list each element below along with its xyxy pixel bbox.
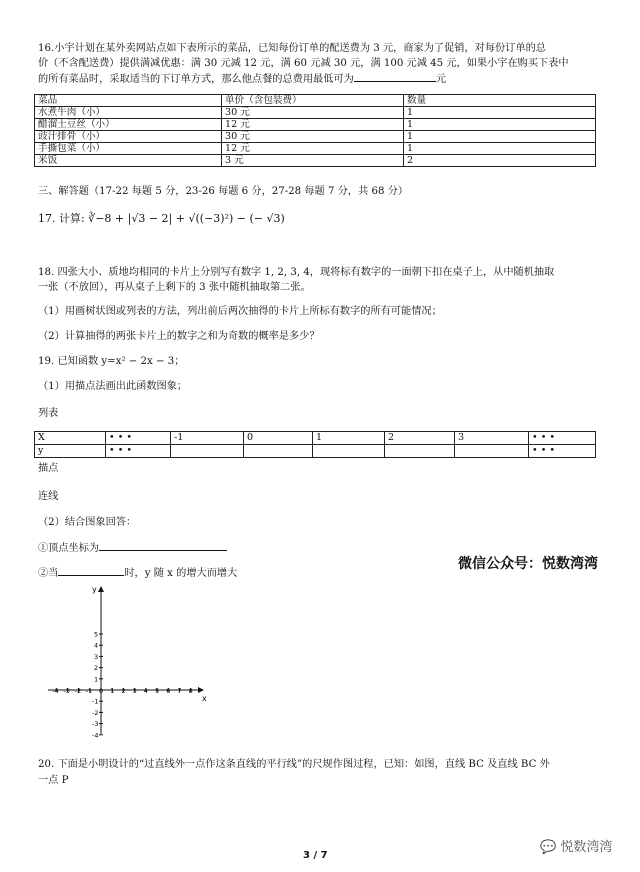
brand-logo (540, 836, 612, 855)
table-cell: 2 (404, 155, 596, 167)
q16-unit: 元 (435, 74, 446, 85)
page-number: 3 / 7 (303, 850, 328, 861)
q18-line-2: 一张（不放回），再从桌子上剩下的 3 张中随机抽取第二张。 (38, 282, 311, 293)
x-tick-label: 4 (143, 687, 148, 695)
table-row (35, 155, 596, 167)
table-row (35, 119, 596, 131)
table-row (35, 131, 596, 143)
table-cell: y (35, 445, 106, 458)
x-tick-label: 7 (177, 687, 182, 695)
q17-expression: ∛−8 + |√3 − 2| + √((−3)²) − (− √3) (88, 212, 285, 225)
table-cell: 12 元 (222, 143, 404, 155)
q17-prefix: 17. 计算: (38, 212, 85, 225)
table-cell[interactable] (313, 445, 385, 458)
table-cell[interactable] (244, 445, 313, 458)
q16-line-3 (38, 71, 446, 86)
table-cell: 醋溜土豆丝（小） (35, 119, 222, 131)
table-cell: 0 (244, 432, 313, 445)
y-tick-label: -2 (92, 708, 99, 717)
connect-label: 连线 (38, 491, 59, 502)
table-row (35, 445, 596, 458)
table-cell: 水煮牛肉（小） (35, 107, 222, 119)
x-tick-label: 1 (110, 687, 115, 695)
x-tick-label: 3 (132, 687, 137, 695)
when-prefix: ②当 (38, 568, 59, 579)
x-tick-label: 5 (155, 687, 160, 695)
q19-sub-1: （1）用描点法画出此函数图象； (38, 381, 188, 392)
table-cell: 30 元 (222, 107, 404, 119)
y-tick-label: 5 (94, 630, 99, 639)
table-cell: 1 (404, 131, 596, 143)
table-cell[interactable] (455, 445, 529, 458)
brand-text: 悦数湾湾 (560, 840, 613, 855)
table-row (35, 432, 596, 445)
x-tick-label: 8 (188, 687, 193, 695)
table-cell: 1 (404, 143, 596, 155)
table-header: 菜品 (35, 95, 222, 107)
table-row (35, 143, 596, 155)
q16-line-2: 价（不含配送费）提供满减优惠：满 30 元减 12 元，满 60 元减 30 元，满 100 元减 45 元，如果小宇在购买下表中 (38, 58, 569, 69)
x-tick-label: 0 (99, 687, 104, 695)
y-tick-label: -3 (92, 720, 99, 729)
q19-vertex-line (38, 540, 227, 555)
q20-line-2: 一点 P (38, 775, 69, 786)
watermark: 微信公众号：悦数湾湾 (458, 556, 598, 572)
x-tick-label: 6 (166, 687, 171, 695)
vertex-answer-blank[interactable] (99, 540, 227, 551)
table-cell: 米饭 (35, 155, 222, 167)
y-axis-arrow (98, 586, 104, 592)
x-tick-label: -2 (74, 687, 82, 695)
y-tick-label: 2 (94, 664, 99, 673)
table-cell: 30 元 (222, 131, 404, 143)
x-tick-label: 2 (121, 687, 126, 695)
q18-sub-2: （2）计算抽得的两张卡片上的数字之和为奇数的概率是多少？ (38, 331, 320, 342)
table-cell: • • • (106, 445, 171, 458)
list-label: 列表 (38, 408, 59, 419)
q16-line-1: 16.小宇计划在某外卖网站点如下表所示的菜品，已知每份订单的配送费为 3 元，商家为了促销，对每份订单的总 (38, 43, 546, 54)
q16-line-3-text: 的所有菜品时，采取适当的下订单方式，那么他点餐的总费用最低可为 (38, 74, 354, 85)
q18-sub-1: （1）用画树状图或列表的方法，列出前后两次抽得的卡片上所标有数字的所有可能情况； (38, 306, 442, 317)
table-cell: • • • (106, 432, 171, 445)
table-header: 单价（含包装费） (222, 95, 404, 107)
table-cell: 2 (385, 432, 455, 445)
table-cell: 1 (313, 432, 385, 445)
q18-line-1: 18. 四张大小、质地均相同的卡片上分别写有数字 1, 2, 3, 4，现将标有数字的一面朝下扣在桌子上，从中随机抽取 (38, 267, 555, 278)
table-cell[interactable] (171, 445, 244, 458)
q19-increase-line (38, 565, 237, 580)
x-tick-label: -3 (63, 687, 70, 695)
y-tick-label: 4 (94, 641, 99, 650)
when-suffix: 时，y 随 x 的增大而增大 (124, 568, 238, 579)
q20-line-1: 20. 下面是小明设计的“过直线外一点作这条直线的平行线”的尺规作图过程，已知：如图，直线 BC 及直线 BC 外 (38, 759, 550, 770)
q19-sub-2: （2）结合图象回答： (38, 517, 137, 528)
range-answer-blank[interactable] (58, 565, 124, 576)
table-cell: • • • (529, 432, 596, 445)
y-axis-label: y (92, 585, 97, 594)
y-tick-label: -1 (92, 697, 99, 706)
plot-label: 描点 (38, 463, 59, 474)
table-cell: X (35, 432, 106, 445)
table-cell: 12 元 (222, 119, 404, 131)
table-cell: 1 (404, 107, 596, 119)
chat-icon: 💬 (540, 840, 557, 855)
x-tick-label: -1 (85, 687, 93, 695)
table-cell: -1 (171, 432, 244, 445)
table-cell[interactable] (385, 445, 455, 458)
table-cell: 豉汁排骨（小） (35, 131, 222, 143)
section-heading: 三、解答题（17-22 每题 5 分，23-26 每题 6 分，27-28 每题 7 分，共 68 分） (38, 186, 409, 197)
answer-blank[interactable] (354, 71, 436, 82)
x-ticks (52, 687, 193, 695)
table-header-row (35, 95, 596, 107)
table-cell: 手撕包菜（小） (35, 143, 222, 155)
table-row (35, 107, 596, 119)
x-axis-label: x (202, 694, 207, 703)
y-tick-label: 3 (94, 652, 99, 661)
q17-line (38, 212, 285, 225)
table-cell: 3 (455, 432, 529, 445)
x-axis-arrow (198, 687, 204, 693)
table-header: 数量 (404, 95, 596, 107)
q19-stem: 19. 已知函数 y=x² − 2x − 3； (38, 356, 185, 367)
table-cell: • • • (529, 445, 596, 458)
table-cell: 3 元 (222, 155, 404, 167)
x-tick-label: -4 (52, 687, 59, 695)
table-cell: 1 (404, 119, 596, 131)
vertex-prefix: ①顶点坐标为 (38, 543, 100, 554)
y-tick-label: -4 (92, 731, 99, 740)
value-table (34, 431, 596, 458)
y-tick-label: 1 (94, 675, 99, 684)
menu-table (34, 94, 596, 167)
coordinate-axes (40, 584, 210, 744)
